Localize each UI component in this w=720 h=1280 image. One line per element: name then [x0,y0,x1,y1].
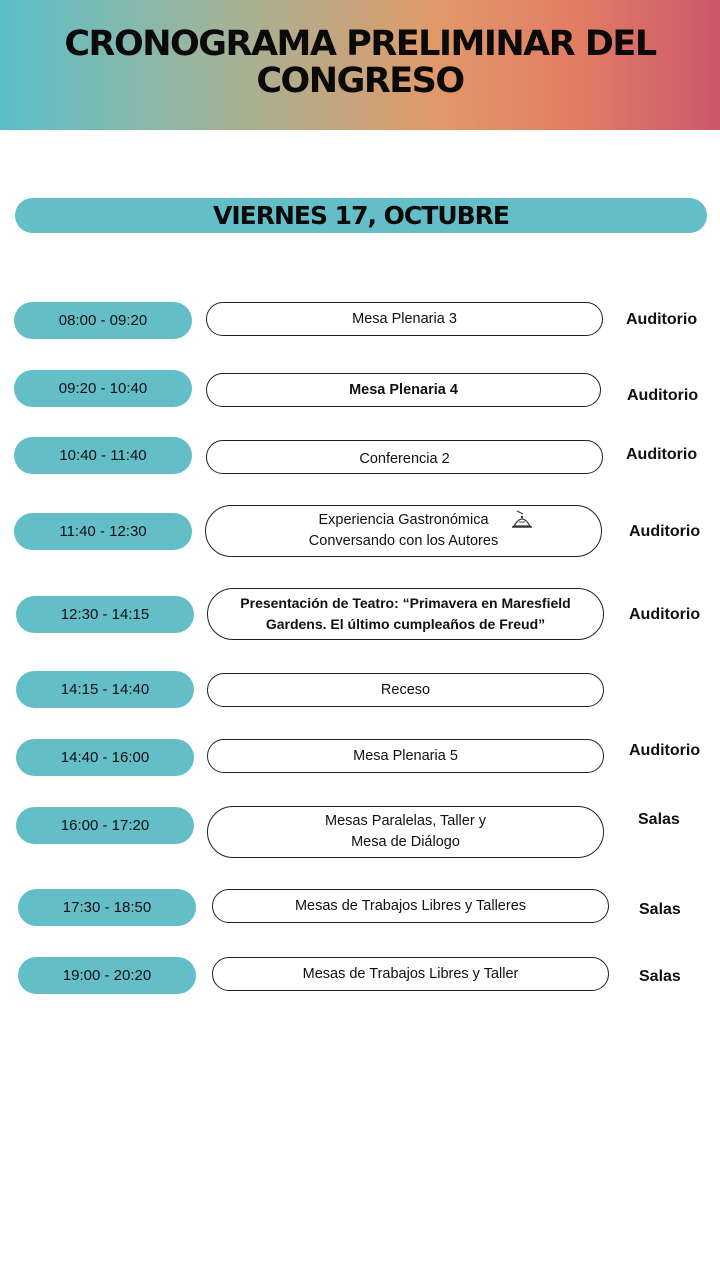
time-slot: 14:40 - 16:00 [16,739,194,776]
event-title: Presentación de Teatro: “Primavera en Maresfield Gardens. El último cumpleaños de Freud” [240,595,571,632]
event-location: Auditorio [629,606,701,623]
event-title: Mesas Paralelas, Taller y Mesa de Diálogo [325,813,486,850]
day-banner [15,198,707,233]
event-box [207,739,604,773]
time-slot: 08:00 - 09:20 [14,302,192,339]
time-slot: 14:15 - 14:40 [16,671,194,708]
event-box [206,302,603,336]
event-box [212,889,609,923]
event-location: Auditorio [629,742,701,759]
time-slot: 17:30 - 18:50 [18,889,196,926]
page-title-line-1: CRONOGRAMA PRELIMINAR DEL [64,24,656,64]
event-title: Conferencia 2 [359,450,450,467]
event-box [206,440,603,474]
event-title: Mesa Plenaria 3 [352,310,457,327]
event-box [212,957,609,991]
page-title [40,26,680,100]
day-label: VIERNES 17, OCTUBRE [212,201,509,230]
event-title: Mesas de Trabajos Libres y Taller [302,965,519,982]
event-location: Salas [638,811,680,828]
event-box [205,505,602,557]
time-slot: 10:40 - 11:40 [14,437,192,474]
time-slot: 09:20 - 10:40 [14,370,192,407]
time-slot: 12:30 - 14:15 [16,596,194,633]
time-slot: 19:00 - 20:20 [18,957,196,994]
event-title: Receso [380,681,431,698]
serving-dish-icon [510,508,534,530]
event-location: Auditorio [627,387,699,404]
header-banner [0,0,720,130]
event-title: Experiencia Gastronómica Conversando con los Autores [308,512,499,549]
event-box [207,806,604,858]
event-box [206,373,601,407]
event-box [207,673,604,707]
event-location: Auditorio [626,311,698,328]
page-title-line-2: CONGRESO [256,61,464,101]
event-location: Salas [639,968,681,985]
event-title: Mesa Plenaria 5 [353,747,458,764]
event-location: Auditorio [629,523,701,540]
time-slot: 16:00 - 17:20 [16,807,194,844]
event-location: Auditorio [626,446,698,463]
event-box [207,588,604,640]
event-title: Mesas de Trabajos Libres y Talleres [294,897,527,914]
time-slot: 11:40 - 12:30 [14,513,192,550]
event-title: Mesa Plenaria 4 [349,381,458,398]
event-location: Salas [639,901,681,918]
